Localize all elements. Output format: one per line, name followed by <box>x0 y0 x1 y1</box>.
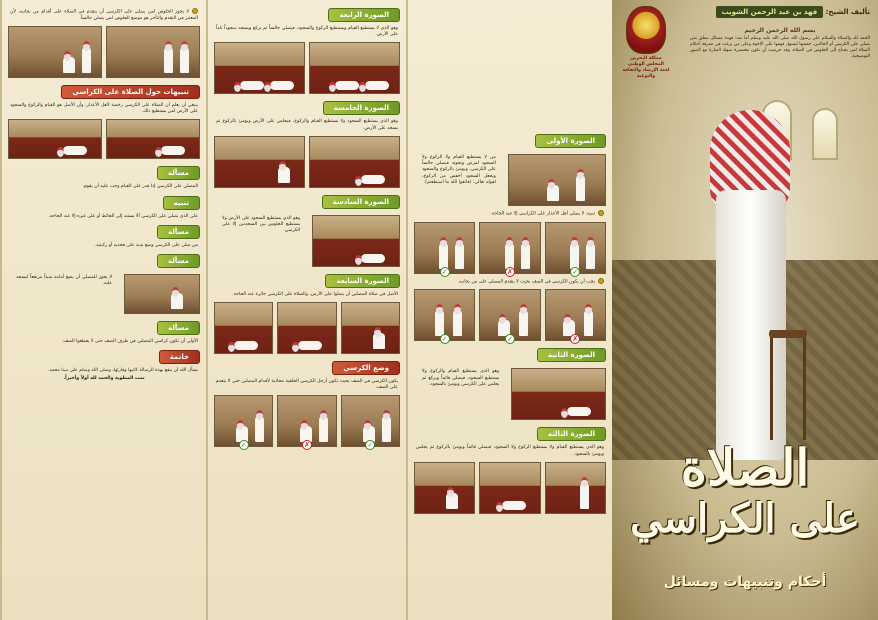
section-heading-issue-2: مسألة <box>157 225 200 239</box>
photo <box>414 222 475 274</box>
title-line-1: الصلاة <box>680 438 810 497</box>
section-heading-notes: تنبيهات حول الصلاة على الكراسي <box>61 85 200 99</box>
cover-panel <box>612 0 878 620</box>
photo-row <box>208 212 406 270</box>
section-heading-1: الصورة الأولى <box>535 134 606 148</box>
photo <box>8 26 102 78</box>
notes-text: ينبغي أن يعلم أن الصلاة على الكرسي رخصة لأهل الأعذار، وأن الأصل هو القيام والركوع والسجود على الأرض لمن يستطيع ذلك. <box>10 102 198 115</box>
chair-illustration <box>770 330 806 440</box>
section-heading-6: الصورة السادسة <box>322 195 400 209</box>
photo <box>214 136 305 188</box>
photo <box>545 222 606 274</box>
photo <box>312 215 400 267</box>
photo-row <box>2 271 206 317</box>
note-1: تنبيه: لا يصلي أهل الأعذار على الكراسي إلا عند الحاجة. <box>408 209 612 219</box>
check-icon: ✓ <box>570 267 580 277</box>
photo <box>277 302 336 354</box>
photo <box>214 302 273 354</box>
photo-row <box>408 151 612 209</box>
intro-para: لا يجوز الجلوس لمن يصلي على الكرسي أن يتقدم في الصلاة على أقدام من بجانبه، لأن المعتبر في التقدم والتأخر هو موضع الجلوس لمن يصلي جالساً. <box>10 9 198 21</box>
panel-top-continuation <box>408 0 612 130</box>
author-label: تأليف الشيخ: <box>825 8 870 16</box>
panel-left <box>0 0 206 620</box>
check-icon: ✓ <box>239 440 249 450</box>
photo <box>8 119 102 159</box>
photo-row <box>408 286 612 344</box>
section-heading-8: وضع الكرسي <box>332 361 400 375</box>
cover-window-2 <box>812 108 838 160</box>
section-6-text: وهو الذي يستطيع السجود على الأرض ولا يستطيع الجلوس بين السجدتين إلا على الكرسي. <box>222 215 301 234</box>
council-name <box>618 56 674 80</box>
photo <box>309 42 400 94</box>
org-line-2: المجلس الوطني <box>628 62 664 67</box>
photo <box>277 395 336 450</box>
section-5-text: وهو الذي يستطيع السجود ولا يستطيع القيام والركوع، فيجلس على الأرض ويومئ بالركوع ثم يسجد على الأرض. <box>216 119 398 131</box>
section-heading-issue-1: مسألة <box>157 166 200 180</box>
issue-2-text: من صلى على الكرسي وضع يديه على فخذيه أو ركبتيه. <box>94 242 198 248</box>
section-3-text: وهو الذي يستطيع القيام ولا يستطيع الركوع ولا السجود، فيصلي قائماً ويومئ بالركوع ثم يجلس ويومئ بالسجود. <box>416 445 604 457</box>
conclusion-text: نسأل الله أن ينفع بهذه الرسالة كاتبها وقارئها، وصلى الله وسلم على نبينا محمد. <box>47 368 198 374</box>
cross-icon: ✗ <box>570 334 580 344</box>
section-heading-2: الصورة الثانية <box>537 348 606 362</box>
photo <box>545 462 606 514</box>
section-heading-7: الصورة السابعة <box>325 274 400 288</box>
figure-standing <box>576 175 585 201</box>
note-2: يجب أن يكون الكرسي في الصف بحيث لا يتقدم المصلي على من بجانبه. <box>408 277 612 287</box>
section-heading-conclusion: خاتمة <box>159 350 200 364</box>
photo <box>479 222 540 274</box>
section-heading-3: الصورة الثالثة <box>537 427 606 441</box>
photo-row <box>408 219 612 277</box>
photo-row <box>2 116 206 162</box>
check-icon: ✓ <box>440 334 450 344</box>
title-line-2: على الكراسي <box>630 495 860 542</box>
section-heading-warning: تنبيه <box>163 196 200 210</box>
warning-text: على الذي يصلي على الكرسي ألا يستند إلى الحائط أو على غيره إلا عند الحاجة. <box>48 213 198 219</box>
panel-mid-right <box>406 0 612 620</box>
section-7-text: الأصل في صلاة المصلين أن يصلوا على الأرض، والصلاة على الكرسي جائزة عند الحاجة. <box>232 291 398 297</box>
photo-row <box>2 23 206 81</box>
council-logo-emblem <box>626 6 666 54</box>
photo <box>545 289 606 344</box>
gear-icon <box>192 8 198 14</box>
photo-row <box>408 365 612 423</box>
photo <box>414 289 475 344</box>
section-heading-4: الصورة الرابعة <box>328 8 400 22</box>
issue-3-text: لا يجوز للمصلي أن يضع أمامه شيئاً مرتفعاً ليسجد عليه. <box>16 274 113 287</box>
section-4-text: وهو الذي لا يستطيع القيام ويستطيع الركوع والسجود، فيصلي جالساً ثم يركع ويسجد سجوداً تاماً على الأرض. <box>216 26 398 38</box>
photo-row <box>208 299 406 357</box>
photo <box>511 368 606 420</box>
gear-icon <box>598 210 604 216</box>
section-heading-issue-4: مسألة <box>157 321 200 335</box>
gear-icon <box>598 278 604 284</box>
panel-mid-left <box>206 0 406 620</box>
issue-4-text: الأولى أن تكون كراسي المصلين في طرف الصف حتى لا يقطعوا الصف. <box>61 338 198 344</box>
section-heading-5: الصورة الخامسة <box>323 101 400 115</box>
cover-subtitle: أحكام وتنبيهات ومسائل <box>663 574 827 590</box>
photo <box>341 302 400 354</box>
issue-1-text: المصلي على الكرسي إذا قدر على القيام وجب عليه أن يقوم. <box>82 184 198 190</box>
cover-title <box>620 440 870 542</box>
author-name: فهد بن عبد الرحمن الشويب <box>716 6 824 18</box>
section-2-text: وهو الذي يستطيع القيام والركوع ولا يستطيع السجود، فيصلي قائماً ويركع ثم يجلس على الكرسي ويومئ بالسجود. <box>422 369 500 387</box>
photo <box>414 462 475 514</box>
org-line-1: مملكة البحرين <box>630 56 662 61</box>
section-8-text: يكون الكرسي في الصف بحيث تكون أرجل الكرسي الخلفية محاذية لأقدام المصلين حتى لا يتقدم على الصف. <box>216 379 398 391</box>
photo <box>106 119 200 159</box>
photo <box>479 462 540 514</box>
check-icon: ✓ <box>505 334 515 344</box>
figure-sitting <box>547 185 559 201</box>
photo <box>124 274 200 314</box>
photo <box>309 136 400 188</box>
photo-row <box>208 133 406 191</box>
cross-icon: ✗ <box>505 267 515 277</box>
org-line-3: لجنة الإرشاد والثقافة والتوعية <box>622 68 670 79</box>
photo <box>214 42 305 94</box>
photo-row <box>208 392 406 450</box>
photo <box>341 395 400 450</box>
check-icon: ✓ <box>365 440 375 450</box>
footer-text: تمت المطوية والحمد لله أولاً وأخيراً. <box>63 376 145 382</box>
photo <box>508 154 606 206</box>
section-1-text: من لا يستطيع القيام ولا الركوع ولا السجود لمرض ونحوه، فيصلي جالساً على الكرسي، ويومئ بالركوع والسجود ويجعل السجود أخفض من الركوع، لقوله تعالى: (فاتقوا الله ما استطعتم). <box>422 155 496 185</box>
cover-intro <box>690 26 870 60</box>
intro-text: الحمد لله والصلاة والسلام على رسول الله صلى الله عليه وسلم أما بعد: فهذه مسائل تتعلق بمن يصلي على الكرسي أو الجالس، جمعتها ليسهل فهمها على الإخوة وعلى من يرغب في معرفة أحكام الصلاة لمن يحتاج إلى الجلوس في الصلاة، وقد حرصت أن تكون مختصرة سهلة العبارة مع الصور التوضيحية. <box>690 36 870 59</box>
photo <box>479 289 540 344</box>
check-icon: ✓ <box>440 267 450 277</box>
photo <box>106 26 200 78</box>
author-line <box>672 6 870 18</box>
photo-row <box>208 39 406 97</box>
photo <box>214 395 273 450</box>
photo-row <box>408 459 612 517</box>
bismillah: بسم الله الرحمن الرحيم <box>744 27 816 34</box>
section-heading-issue-3: مسألة <box>157 254 200 268</box>
cross-icon: ✗ <box>302 440 312 450</box>
